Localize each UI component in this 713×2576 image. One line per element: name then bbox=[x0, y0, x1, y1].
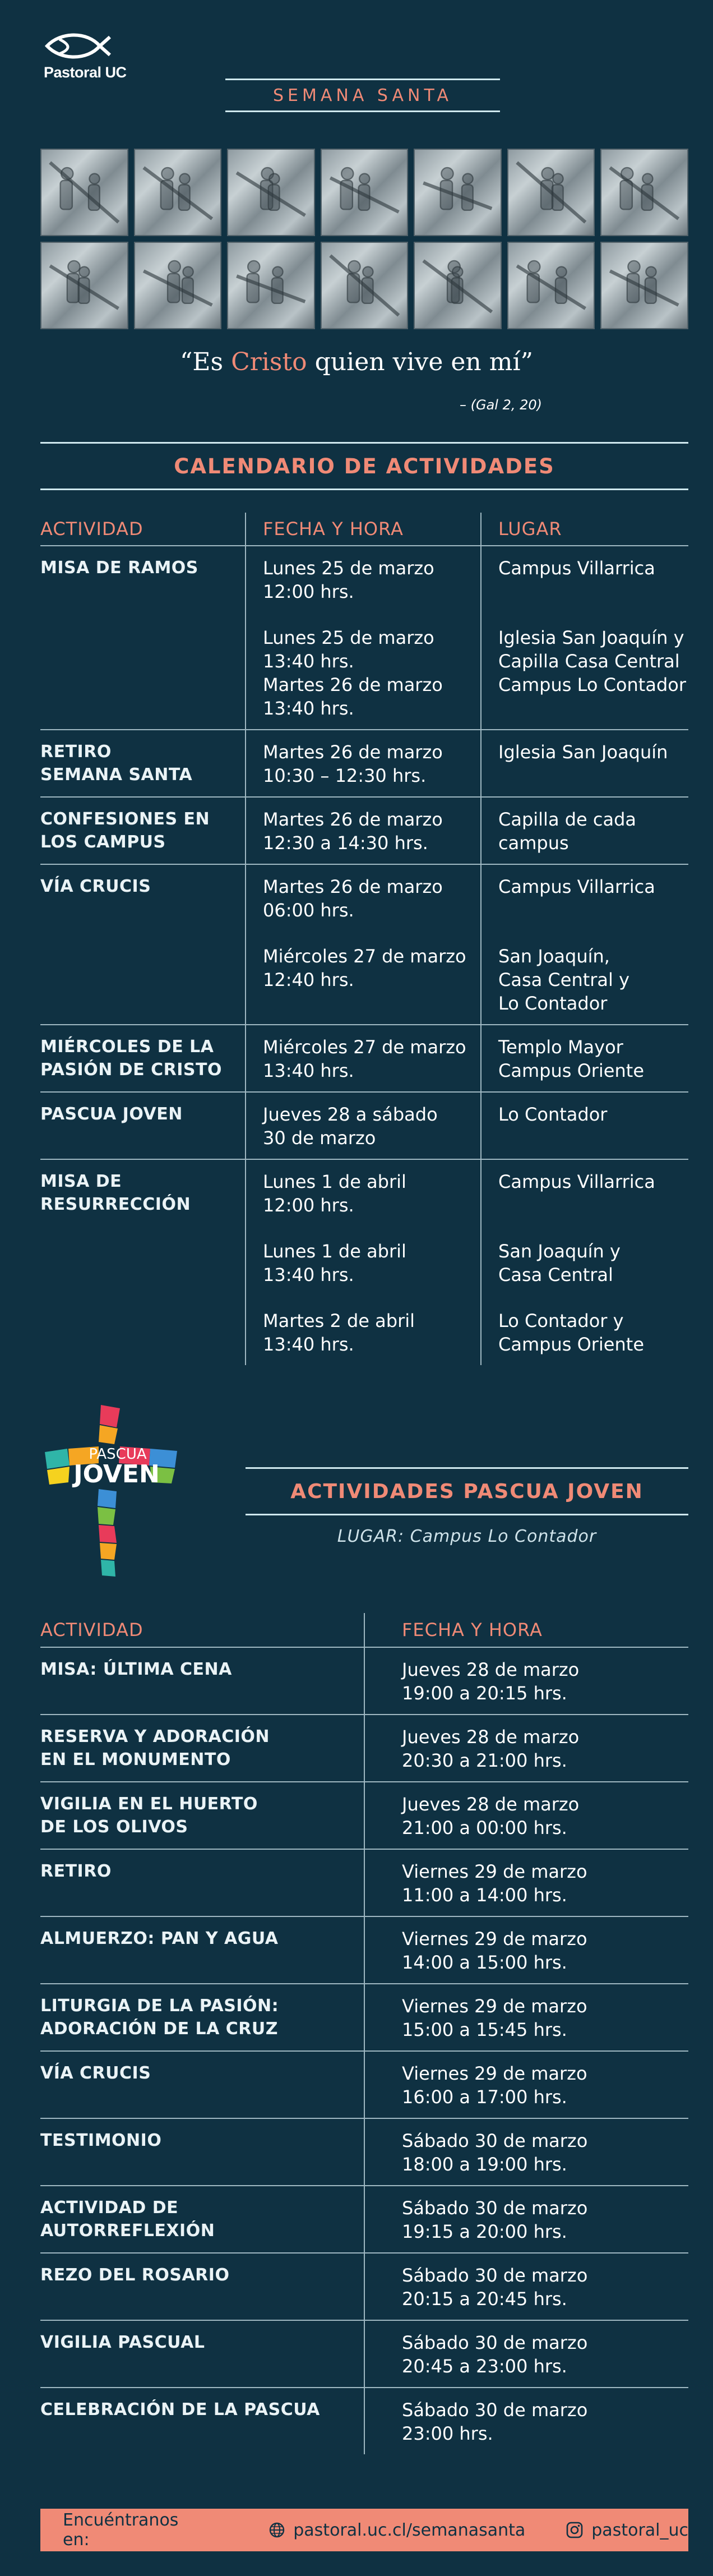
logo-top-word: PASCUA bbox=[89, 1446, 147, 1463]
cell-line: Campus Villarrica bbox=[498, 1171, 655, 1192]
cell-line: MISA: ÚLTIMA CENA bbox=[40, 1660, 232, 1679]
entry-gap bbox=[498, 1217, 688, 1239]
station-relief-image bbox=[321, 149, 409, 236]
cell-line: PASCUA JOVEN bbox=[40, 1104, 183, 1124]
globe-icon bbox=[268, 2522, 285, 2538]
cell-fecha bbox=[364, 2051, 688, 2118]
cell-line: Sábado 30 de marzo bbox=[402, 2399, 588, 2421]
station-relief-image bbox=[134, 242, 222, 329]
cross-mosaic-icon bbox=[45, 1405, 191, 1579]
lugar-entry bbox=[498, 1239, 688, 1287]
cell-line: LITURGIA DE LA PASIÓN: bbox=[40, 1996, 279, 2016]
station-relief-image bbox=[414, 242, 502, 329]
entry-gap bbox=[498, 922, 688, 944]
pascua-header-row bbox=[40, 1613, 688, 1647]
pascua-row bbox=[40, 2118, 688, 2186]
cell-line: Campus Villarrica bbox=[498, 876, 655, 897]
lugar-entry bbox=[498, 1035, 688, 1082]
calendar-row bbox=[40, 730, 688, 797]
cell-line: Casa Central y bbox=[498, 969, 630, 990]
lugar-entry bbox=[498, 556, 688, 603]
cell-line: Campus Oriente bbox=[498, 1334, 644, 1355]
cell-actividad bbox=[40, 2388, 364, 2454]
entry-gap bbox=[498, 603, 688, 626]
quote-highlight: Cristo bbox=[231, 348, 307, 376]
cell-line: Martes 26 de marzo bbox=[263, 876, 443, 897]
station-relief-image bbox=[227, 242, 315, 329]
lugar-entry bbox=[498, 1309, 688, 1356]
pascua-row bbox=[40, 2186, 688, 2253]
cell-line: 23:00 hrs. bbox=[402, 2423, 493, 2444]
cell-line: MIÉRCOLES DE LA bbox=[40, 1037, 214, 1057]
stations-of-the-cross-grid bbox=[40, 149, 688, 329]
cell-line: 12:00 hrs. bbox=[263, 1195, 354, 1216]
fecha-entry bbox=[263, 1103, 480, 1150]
cell-line: San Joaquín, bbox=[498, 946, 610, 967]
station-relief-image bbox=[414, 149, 502, 236]
lugar-entry bbox=[498, 1103, 688, 1150]
cell-line: 12:40 hrs. bbox=[263, 969, 354, 990]
cell-line: 20:30 a 21:00 hrs. bbox=[402, 1750, 567, 1771]
cell-line: Templo Mayor bbox=[498, 1036, 623, 1058]
lugar-entry bbox=[498, 808, 688, 855]
header-lugar: LUGAR bbox=[481, 513, 688, 546]
cell-line: Miércoles 27 de marzo bbox=[263, 1036, 466, 1058]
cell-line: DE LOS OLIVOS bbox=[40, 1817, 188, 1837]
pascua-joven-logo bbox=[45, 1405, 191, 1579]
cell-fecha bbox=[364, 1715, 688, 1782]
calendar-row bbox=[40, 1159, 688, 1365]
pascua-row bbox=[40, 1715, 688, 1782]
cell-line: Campus Lo Contador bbox=[498, 674, 686, 695]
lugar-entry bbox=[498, 875, 688, 922]
pascua-row bbox=[40, 1782, 688, 1849]
fecha-entry bbox=[263, 1309, 480, 1356]
cell-line: campus bbox=[498, 832, 569, 854]
pascua-row bbox=[40, 1984, 688, 2051]
cell-line: ALMUERZO: PAN Y AGUA bbox=[40, 1929, 279, 1948]
cell-line: Martes 26 de marzo bbox=[263, 741, 443, 763]
cell-fecha bbox=[364, 2118, 688, 2186]
cell-lugar bbox=[481, 730, 688, 797]
cell-lugar bbox=[481, 546, 688, 730]
calendar-row bbox=[40, 864, 688, 1025]
fecha-entry bbox=[263, 875, 480, 922]
fecha-entry bbox=[263, 626, 480, 720]
cell-line: VIGILIA EN EL HUERTO bbox=[40, 1794, 258, 1814]
cell-line: Lunes 1 de abril bbox=[263, 1241, 406, 1262]
cell-line: Miércoles 27 de marzo bbox=[263, 946, 466, 967]
footer-bar bbox=[40, 2509, 688, 2551]
cell-line: 13:40 hrs. bbox=[263, 1334, 354, 1355]
pascua-row bbox=[40, 1647, 688, 1715]
pascua-title: ACTIVIDADES PASCUA JOVEN bbox=[246, 1467, 688, 1515]
cell-line: CELEBRACIÓN DE LA PASCUA bbox=[40, 2400, 320, 2420]
station-relief-image bbox=[40, 242, 128, 329]
pastoral-uc-logo bbox=[44, 29, 167, 81]
station-relief-image bbox=[40, 149, 128, 236]
cell-line: Lunes 25 de marzo bbox=[263, 627, 434, 648]
cell-line: Lo Contador y bbox=[498, 1310, 624, 1331]
cell-line: Viernes 29 de marzo bbox=[402, 1861, 587, 1882]
website-text: pastoral.uc.cl/semanasanta bbox=[293, 2520, 526, 2540]
cell-actividad bbox=[40, 1916, 364, 1984]
station-relief-image bbox=[507, 242, 595, 329]
fecha-entry bbox=[263, 1239, 480, 1287]
cell-fecha bbox=[246, 1025, 481, 1092]
cell-lugar bbox=[481, 1092, 688, 1159]
footer-label: Encuéntranos en: bbox=[63, 2510, 179, 2550]
cell-line: Campus Oriente bbox=[498, 1060, 644, 1081]
cell-fecha bbox=[246, 1159, 481, 1365]
station-relief-image bbox=[507, 149, 595, 236]
cell-line: 19:15 a 20:00 hrs. bbox=[402, 2221, 567, 2242]
cell-line: Lo Contador bbox=[498, 993, 608, 1014]
cell-line: Casa Central bbox=[498, 1264, 613, 1285]
cell-actividad bbox=[40, 2320, 364, 2388]
quote-text-start: “Es bbox=[179, 348, 232, 376]
cell-actividad bbox=[40, 1984, 364, 2051]
entry-gap bbox=[263, 603, 480, 626]
pascua-row bbox=[40, 2388, 688, 2454]
calendar-title: CALENDARIO DE ACTIVIDADES bbox=[40, 442, 688, 490]
cell-fecha bbox=[364, 1782, 688, 1849]
cell-fecha bbox=[364, 2388, 688, 2454]
calendar-row bbox=[40, 797, 688, 864]
cell-lugar bbox=[481, 864, 688, 1025]
cell-line: 12:30 a 14:30 hrs. bbox=[263, 832, 428, 854]
cell-line: Lunes 25 de marzo bbox=[263, 557, 434, 579]
lugar-entry bbox=[498, 944, 688, 1015]
cell-line: 11:00 a 14:00 hrs. bbox=[402, 1884, 567, 1906]
bible-quote bbox=[0, 348, 713, 376]
cell-line: RETIRO bbox=[40, 742, 112, 762]
quote-text-end: quien vive en mí” bbox=[307, 348, 534, 376]
cell-fecha bbox=[246, 546, 481, 730]
header-fecha: FECHA Y HORA bbox=[246, 513, 481, 546]
cell-line: 12:00 hrs. bbox=[263, 581, 354, 602]
cell-line: RETIRO bbox=[40, 1861, 112, 1881]
cell-line: Sábado 30 de marzo bbox=[402, 2130, 588, 2151]
cell-actividad bbox=[40, 1025, 246, 1092]
cell-fecha bbox=[364, 1984, 688, 2051]
cell-line: REZO DEL ROSARIO bbox=[40, 2265, 230, 2285]
cell-line: Sábado 30 de marzo bbox=[402, 2332, 588, 2353]
pascua-row bbox=[40, 2051, 688, 2118]
cell-fecha bbox=[246, 1092, 481, 1159]
cell-actividad bbox=[40, 1715, 364, 1782]
cell-line: LOS CAMPUS bbox=[40, 832, 166, 852]
station-relief-image bbox=[227, 149, 315, 236]
cell-line: Sábado 30 de marzo bbox=[402, 2265, 588, 2286]
station-relief-image bbox=[321, 242, 409, 329]
cell-line: San Joaquín y bbox=[498, 1241, 621, 1262]
cell-line: Martes 26 de marzo bbox=[263, 674, 443, 695]
cell-line: Campus Villarrica bbox=[498, 557, 655, 579]
cell-line: 20:15 a 20:45 hrs. bbox=[402, 2288, 567, 2310]
cell-line: Iglesia San Joaquín bbox=[498, 741, 668, 763]
cell-line: RESURRECCIÓN bbox=[40, 1195, 191, 1214]
cell-line: Martes 2 de abril bbox=[263, 1310, 415, 1331]
cell-actividad bbox=[40, 546, 246, 730]
cell-actividad bbox=[40, 1647, 364, 1715]
cell-line: 10:30 – 12:30 hrs. bbox=[263, 765, 427, 786]
cell-line: Lo Contador bbox=[498, 1104, 608, 1125]
cell-actividad bbox=[40, 1782, 364, 1849]
fish-icon bbox=[44, 29, 111, 63]
pascua-row bbox=[40, 1916, 688, 1984]
entry-gap bbox=[263, 1217, 480, 1239]
cell-fecha bbox=[364, 2253, 688, 2320]
cell-line: Capilla Casa Central bbox=[498, 651, 680, 672]
cell-line: PASIÓN DE CRISTO bbox=[40, 1060, 222, 1080]
header-actividad: ACTIVIDAD bbox=[40, 513, 246, 546]
entry-gap bbox=[498, 1287, 688, 1309]
fecha-entry bbox=[263, 808, 480, 855]
fecha-entry bbox=[263, 1035, 480, 1082]
cell-line: Sábado 30 de marzo bbox=[402, 2197, 588, 2219]
fecha-entry bbox=[263, 944, 480, 1015]
lugar-entry bbox=[498, 740, 688, 787]
cell-actividad bbox=[40, 864, 246, 1025]
instagram-icon bbox=[566, 2521, 584, 2539]
cell-line: AUTORREFLEXIÓN bbox=[40, 2221, 215, 2241]
instagram-link[interactable] bbox=[566, 2520, 688, 2540]
cell-actividad bbox=[40, 2253, 364, 2320]
logo-text: Pastoral UC bbox=[44, 64, 127, 81]
cell-lugar bbox=[481, 1025, 688, 1092]
cell-line: RESERVA Y ADORACIÓN bbox=[40, 1727, 270, 1746]
cell-line: VÍA CRUCIS bbox=[40, 877, 151, 896]
cell-fecha bbox=[246, 730, 481, 797]
quote-reference: – (Gal 2, 20) bbox=[460, 397, 543, 413]
cell-line: CONFESIONES EN bbox=[40, 809, 210, 829]
cell-line: Viernes 29 de marzo bbox=[402, 1928, 587, 1950]
cell-fecha bbox=[364, 1916, 688, 1984]
cell-lugar bbox=[481, 797, 688, 864]
cell-actividad bbox=[40, 797, 246, 864]
cell-actividad bbox=[40, 1159, 246, 1365]
cell-fecha bbox=[246, 797, 481, 864]
cell-line: MISA DE bbox=[40, 1172, 122, 1191]
station-relief-image bbox=[600, 242, 688, 329]
cell-fecha bbox=[246, 864, 481, 1025]
cell-fecha bbox=[364, 1647, 688, 1715]
cell-line: VIGILIA PASCUAL bbox=[40, 2333, 205, 2352]
instagram-text: pastoral_uc bbox=[591, 2520, 688, 2540]
cell-line: Viernes 29 de marzo bbox=[402, 2063, 587, 2084]
cell-line: ADORACIÓN DE LA CRUZ bbox=[40, 2019, 279, 2039]
cell-line: Martes 26 de marzo bbox=[263, 809, 443, 830]
cell-line: 16:00 a 17:00 hrs. bbox=[402, 2086, 567, 2108]
cell-fecha bbox=[364, 2186, 688, 2253]
cell-line: MISA DE RAMOS bbox=[40, 558, 198, 578]
header-fecha: FECHA Y HORA bbox=[364, 1613, 688, 1647]
calendar-table bbox=[40, 513, 688, 1365]
cell-line: 14:00 a 15:00 hrs. bbox=[402, 1952, 567, 1973]
cell-line: 30 de marzo bbox=[263, 1127, 376, 1149]
cell-line: Jueves 28 a sábado bbox=[263, 1104, 438, 1125]
cell-line: EN EL MONUMENTO bbox=[40, 1750, 231, 1769]
cell-line: TESTIMONIO bbox=[40, 2131, 162, 2150]
cell-line: 13:40 hrs. bbox=[263, 651, 354, 672]
cell-line: Lunes 1 de abril bbox=[263, 1171, 406, 1192]
cell-line: 21:00 a 00:00 hrs. bbox=[402, 1817, 567, 1838]
cell-line: SEMANA SANTA bbox=[40, 765, 193, 785]
station-relief-image bbox=[134, 149, 222, 236]
lugar-entry bbox=[498, 1170, 688, 1217]
page-title: SEMANA SANTA bbox=[225, 79, 500, 112]
cell-line: Jueves 28 de marzo bbox=[402, 1659, 580, 1680]
website-link[interactable] bbox=[268, 2520, 525, 2540]
lugar-entry bbox=[498, 626, 688, 720]
calendar-header-row bbox=[40, 513, 688, 546]
pascua-table bbox=[40, 1613, 688, 2454]
cell-line: VÍA CRUCIS bbox=[40, 2063, 151, 2083]
cell-actividad bbox=[40, 1849, 364, 1916]
fecha-entry bbox=[263, 1170, 480, 1217]
cell-line: Iglesia San Joaquín y bbox=[498, 627, 684, 648]
pascua-row bbox=[40, 1849, 688, 1916]
cell-line: 13:40 hrs. bbox=[263, 698, 354, 719]
cell-actividad bbox=[40, 2051, 364, 2118]
cell-line: 19:00 a 20:15 hrs. bbox=[402, 1683, 567, 1704]
entry-gap bbox=[263, 922, 480, 944]
cell-line: 18:00 a 19:00 hrs. bbox=[402, 2154, 567, 2175]
calendar-row bbox=[40, 546, 688, 730]
pascua-row bbox=[40, 2253, 688, 2320]
cell-line: Capilla de cada bbox=[498, 809, 637, 830]
cell-actividad bbox=[40, 1092, 246, 1159]
cell-actividad bbox=[40, 2186, 364, 2253]
cell-line: Jueves 28 de marzo bbox=[402, 1794, 580, 1815]
cell-line: 15:00 a 15:45 hrs. bbox=[402, 2019, 567, 2040]
cell-line: 20:45 a 23:00 hrs. bbox=[402, 2356, 567, 2377]
cell-line: ACTIVIDAD DE bbox=[40, 2198, 179, 2218]
cell-actividad bbox=[40, 2118, 364, 2186]
cell-fecha bbox=[364, 2320, 688, 2388]
logo-bottom-word: JOVEN bbox=[73, 1460, 160, 1489]
calendar-row bbox=[40, 1025, 688, 1092]
station-relief-image bbox=[600, 149, 688, 236]
cell-line: 13:40 hrs. bbox=[263, 1060, 354, 1081]
cell-line: 13:40 hrs. bbox=[263, 1264, 354, 1285]
cell-line: 06:00 hrs. bbox=[263, 900, 354, 921]
fecha-entry bbox=[263, 556, 480, 603]
pascua-row bbox=[40, 2320, 688, 2388]
cell-fecha bbox=[364, 1849, 688, 1916]
header-actividad: ACTIVIDAD bbox=[40, 1613, 364, 1647]
fecha-entry bbox=[263, 740, 480, 787]
cell-lugar bbox=[481, 1159, 688, 1365]
pascua-location: LUGAR: Campus Lo Contador bbox=[337, 1527, 597, 1546]
cell-line: Viernes 29 de marzo bbox=[402, 1996, 587, 2017]
calendar-row bbox=[40, 1092, 688, 1159]
entry-gap bbox=[263, 1287, 480, 1309]
cell-actividad bbox=[40, 730, 246, 797]
cell-line: Jueves 28 de marzo bbox=[402, 1726, 580, 1748]
